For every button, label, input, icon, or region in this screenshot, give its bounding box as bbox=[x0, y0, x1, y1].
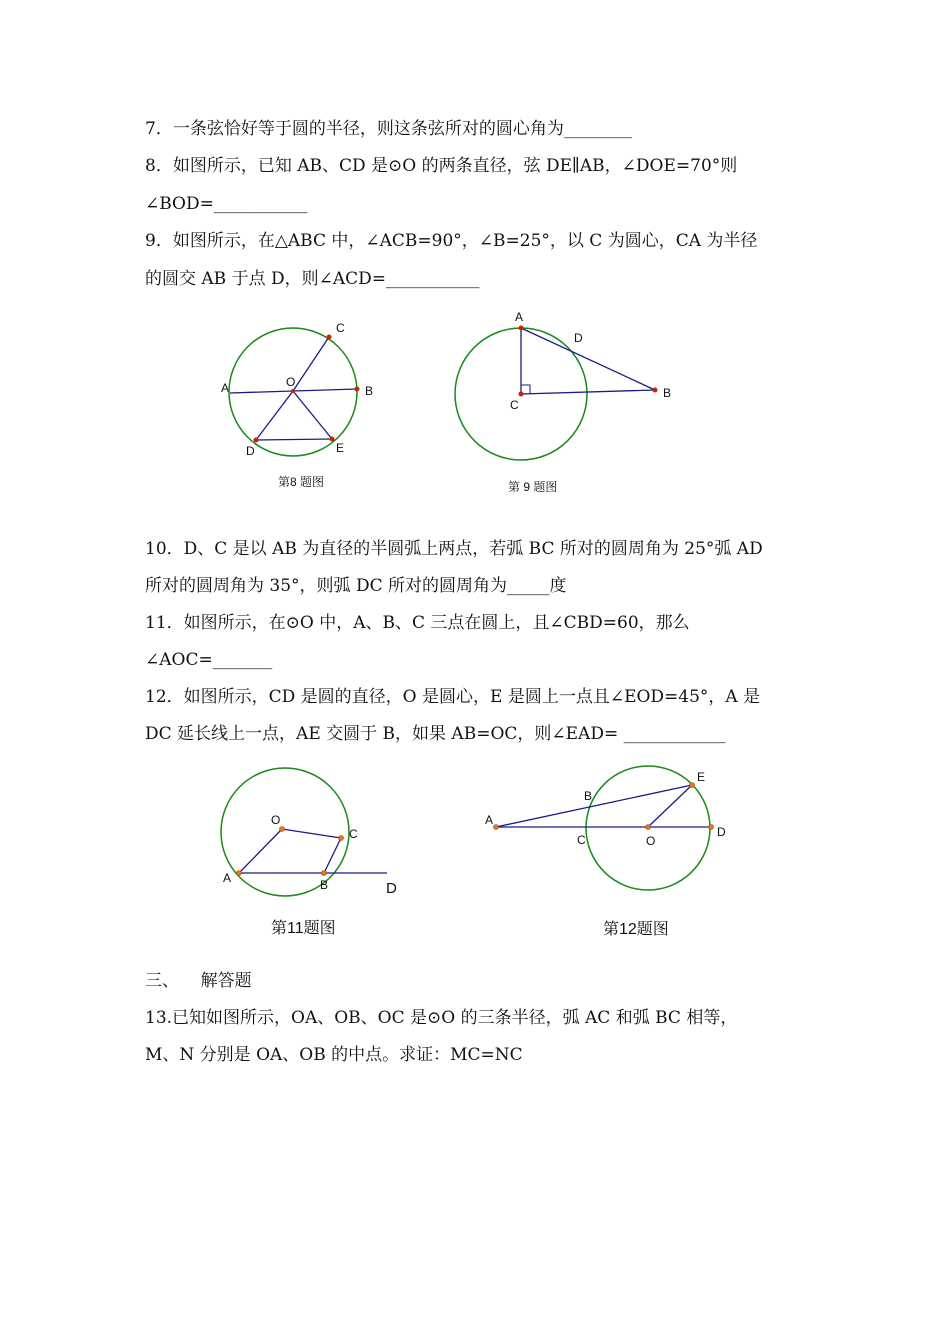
fig12-line-ae bbox=[496, 785, 692, 827]
fig12-point-o bbox=[646, 825, 651, 830]
fig8-label-a: A bbox=[221, 381, 230, 395]
question-13-line1: 13.已知如图所示，OA、OB、OC 是⊙O 的三条半径，弧 AC 和弧 BC 相等， bbox=[145, 1008, 738, 1028]
fig11-segment-oc bbox=[282, 829, 341, 838]
fig9-label-c: C bbox=[510, 398, 519, 412]
fig8-label-c: C bbox=[336, 321, 345, 335]
fig11-label-c: C bbox=[349, 827, 358, 841]
fig11-segment-ao bbox=[239, 829, 282, 873]
question-12-line2: DC 延长线上一点，AE 交圆于 B，如果 AB=OC，则∠EAD= ____________ bbox=[145, 724, 726, 744]
fig9-caption: 第 9 题图 bbox=[508, 480, 558, 494]
fig8-label-o: O bbox=[286, 375, 296, 389]
fig9-label-b: B bbox=[663, 386, 672, 400]
fig11-label-b: B bbox=[320, 878, 329, 892]
question-7: 7．一条弦恰好等于圆的半径，则这条弦所对的圆心角为________ bbox=[145, 119, 632, 139]
question-8-line1: 8．如图所示，已知 AB、CD 是⊙O 的两条直径，弦 DE∥AB，∠DOE=70°则 bbox=[145, 156, 738, 176]
fig11-point-c bbox=[339, 836, 344, 841]
fig12-segment-oe bbox=[648, 785, 692, 827]
question-9-line1: 9．如图所示，在△ABC 中，∠ACB=90°，∠B=25°，以 C 为圆心，CA 为半径 bbox=[145, 231, 758, 251]
question-13-line2: M、N 分别是 OA、OB 的中点。求证：MC=NC bbox=[145, 1045, 523, 1065]
fig12-label-o: O bbox=[646, 834, 656, 848]
fig12-caption: 第12题图 bbox=[603, 921, 669, 938]
question-10-line1: 10．D、C 是以 AB 为直径的半圆弧上两点，若弧 BC 所对的圆周角为 25°弧 AD bbox=[145, 539, 763, 559]
fig12-point-e bbox=[690, 783, 695, 788]
fig9-label-a: A bbox=[515, 310, 524, 324]
fig12-point-d bbox=[709, 825, 714, 830]
fig11-point-a bbox=[237, 871, 242, 876]
question-8-line2: ∠BOD=___________ bbox=[145, 194, 308, 214]
question-12-line1: 12．如图所示，CD 是圆的直径，O 是圆心，E 是圆上一点且∠EOD=45°，A 是 bbox=[145, 687, 761, 707]
fig11-caption: 第11题图 bbox=[271, 920, 336, 937]
fig8-label-e: E bbox=[336, 441, 345, 455]
fig9-label-d: D bbox=[574, 331, 583, 345]
fig8-label-d: D bbox=[246, 444, 255, 458]
fig12-label-c: C bbox=[577, 833, 586, 847]
question-11-line2: ∠AOC=_______ bbox=[145, 650, 273, 670]
fig11-label-a: A bbox=[223, 871, 232, 885]
fig8-caption: 第8 题图 bbox=[278, 475, 325, 489]
fig11-label-d: D bbox=[386, 880, 397, 897]
fig11-point-b bbox=[322, 871, 327, 876]
section-3-heading: 三、 解答题 bbox=[145, 971, 252, 991]
fig11-label-o: O bbox=[271, 813, 281, 827]
fig12-point-a bbox=[494, 825, 499, 830]
fig11-circle bbox=[221, 768, 349, 896]
fig12-label-d: D bbox=[717, 825, 726, 839]
fig8-label-b: B bbox=[365, 384, 374, 398]
fig11-point-o bbox=[280, 827, 285, 832]
question-11-line1: 11．如图所示，在⊙O 中，A、B、C 三点在圆上，且∠CBD=60，那么 bbox=[145, 613, 690, 633]
fig12-label-a: A bbox=[485, 813, 494, 827]
fig12-label-e: E bbox=[697, 770, 706, 784]
fig12-label-b: B bbox=[584, 789, 593, 803]
question-9-line2: 的圆交 AB 于点 D，则∠ACD=___________ bbox=[145, 269, 480, 289]
question-10-line2: 所对的圆周角为 35°，则弧 DC 所对的圆周角为_____度 bbox=[145, 576, 567, 596]
